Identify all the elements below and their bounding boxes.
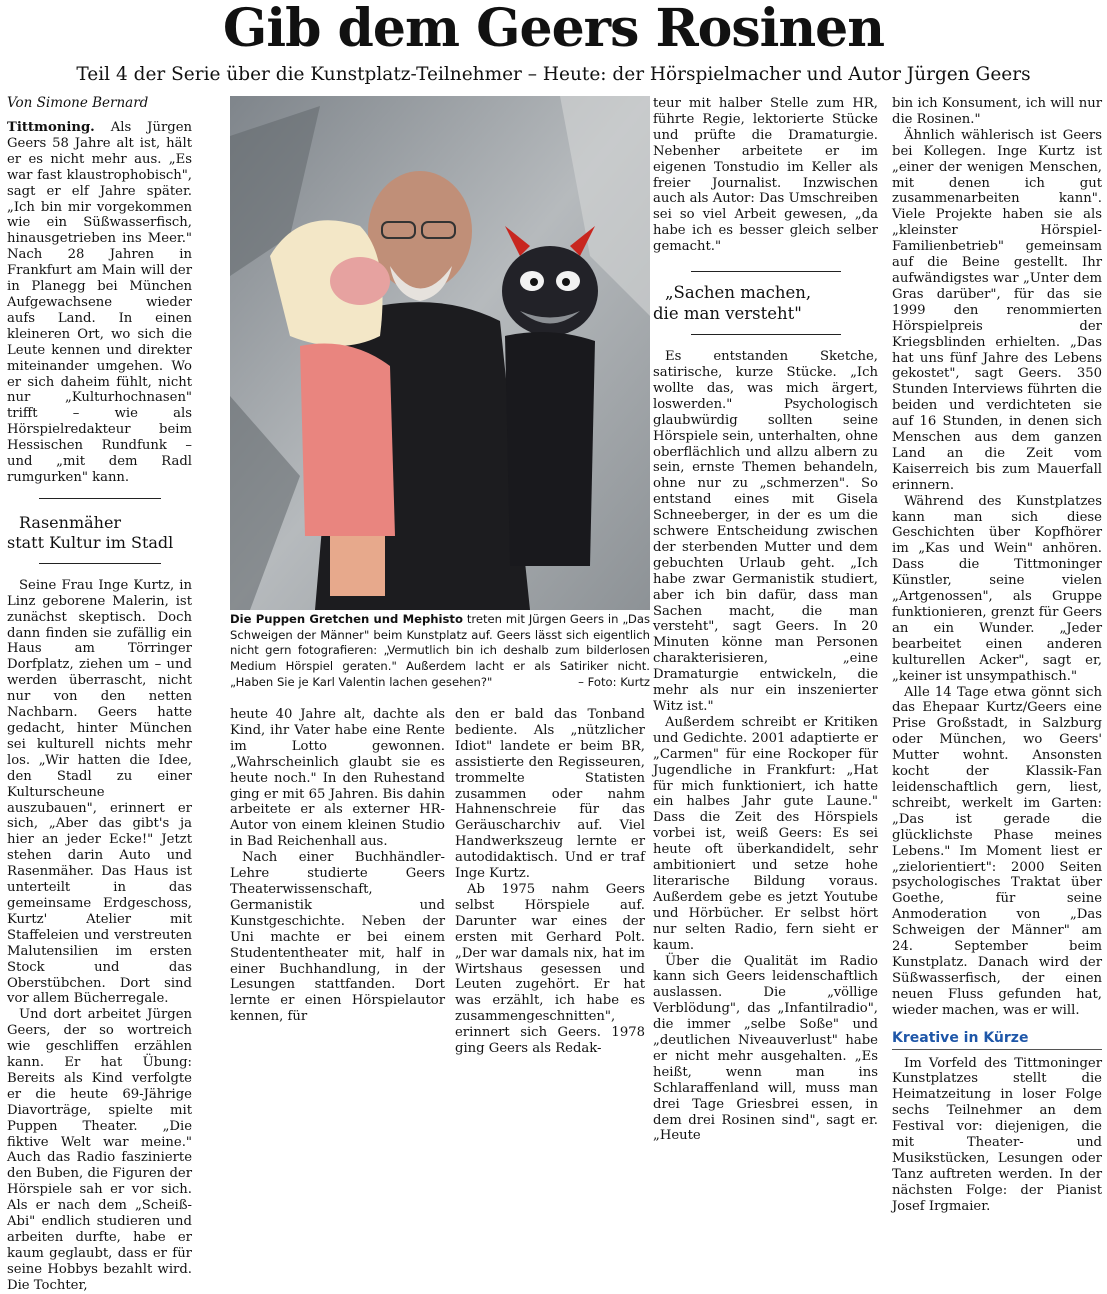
column-5 — [892, 96, 1102, 1215]
article-photo — [230, 96, 650, 610]
paragraph: Außerdem schreibt er Kritiken und Gedichte. 2001 adaptierte er „Carmen" für eine Rockoper für Jugendliche in Frankfurt: „Hat für mich funktioniert, ich hatte ein halbes Jahr gute Laune." Dass die Zeit des Hörspiels vorbei ist, weiß Geers: Es sei heute oft überkandidelt, sehr ambitioniert und setze hohe literarische Bildung voraus. Außerdem gebe es jetzt Youtube und Hörbücher. Er selbst hört nur selten Radio, fern sieht er kaum. — [653, 714, 878, 953]
pull-quote — [653, 282, 878, 324]
paragraph: Seine Frau Inge Kurtz, in Linz geborene Malerin, ist zunächst skeptisch. Doch dann finden sie zufällig ein Haus am Törringer Dorfplatz, ziehen um – und werden überrascht, nicht nur von den netten Nachbarn. Geers hatte gedacht, hinter München sei kulturell nichts mehr los. „Wir hatten die Idee, den Stadl zu einer Kulturscheune auszubauen", erinnert er sich, „Aber das gibt's ja hier an jeder Ecke!" Jetzt stehen darin Auto und Rasenmäher. Das Haus ist unterteilt in das gemeinsame Erdgeschoss, Kurtz' Atelier mit Staffeleien und verstreuten Malutensilien im ersten Stock und das Oberstübchen. Dort sind vor allem Bücherregale. — [7, 577, 192, 1007]
photo-illustration — [230, 96, 650, 610]
paragraph: Und dort arbeitet Jürgen Geers, der so wortreich wie geschliffen erzählen kann. Er hat Übung: Bereits als Kind verfolgte er die heute 69-Jährige Diavorträge, spielte mit Puppen Theater. „Die fiktive Welt war meine." Auch das Radio faszinierte den Buben, die Figuren der Hörspiele sah er vor sich. Als er nach dem „Scheiß-Abi" endlich studieren und arbeiten durfte, habe er kaum geglaubt, dass er für seine Hobbys bezahlt wird. Die Tochter, — [7, 1007, 192, 1293]
paragraph: Über die Qualität im Radio kann sich Geers leidenschaftlich auslassen. Die „völlige Verblödung", das „Infantilradio", die immer „selbe Soße" und „deutlichen Niveauverlust" habe er nicht mehr ausgehalten. „Es heißt, wenn man ins Schlaraffenland will, muss man drei Tage Griesbrei essen, in dem drei Rosinen sind", sagt er. „Heute — [653, 953, 878, 1144]
paragraph-text: Als Jürgen Geers 58 Jahre alt ist, hält er es nicht mehr aus. „Es war fast klaustrophobisch", sagt er elf Jahre später. „Ich bin mir vorgekommen wie ein Süßwasserfisch, hinausgetrieben ins Meer." Nach 28 Jahren in Frankfurt am Main will der in Planegg bei München Aufgewachsene wieder aufs Land. In einen kleineren Ort, wo sich die Leute kennen und direkter miteinander umgehen. Wo er sich daheim fühlt, nicht nur „Kulturhochnasen" trifft – wie als Hörspielredakteur beim Hessischen Rundfunk – und „mit dem Radl rumgurken" kann. — [7, 120, 192, 485]
column-1 — [7, 120, 192, 1294]
paragraph: Nach einer Buchhändler-Lehre studierte Geers Theaterwissenschaft, Germanistik und Kunstgeschichte. Neben der Uni machte er bei einem Studententheater mit, half in einer Buchhandlung, in der Lesungen stattfanden. Dort lernte er einen Hörspielautor kennen, für — [230, 850, 445, 1025]
gretchen-puppet-face — [330, 257, 390, 305]
paragraph — [7, 120, 192, 486]
gretchen-puppet-dress — [300, 344, 395, 537]
paragraph: Während des Kunstplatzes kann man sich diese Geschichten über Kopfhörer im „Kas und Wein" anhören. Dass die Tittmoninger Künstler, seine vielen „Artgenossen", als Gruppe funktionieren, grenzt für Geers an ein Wunder. „Jeder bearbeitet einen anderen kulturellen Acker", sagt er, „keiner ist unsympathisch." — [892, 493, 1102, 684]
column-4 — [653, 96, 878, 1144]
pull-quote-line: die man versteht" — [653, 304, 802, 324]
paragraph: Alle 14 Tage etwa gönnt sich das Ehepaar Kurtz/Geers eine Prise Großstadt, in Salzburg oder München, wo Geers' Mutter wohnt. Ansonsten kocht der Klassik-Fan leidenschaftlich gern, liest, schreibt, werkelt im Garten: „Das ist gerade die glücklichste Phase meines Lebens." Im Moment liest er „zielorientiert": 2000 Seiten psychologisches Traktat über Goethe, für seine Anmoderation von „Das Schweigen der Männer" am 24. September beim Kunstplatz. Danach wird der Süßwasserfisch, der einen neuen Fluss gefunden hat, wieder machen, was er will. — [892, 684, 1102, 1018]
info-box-text: Im Vorfeld des Tittmoninger Kunstplatzes stellt die Heimatzeitung in loser Folge sechs Teilnehmer an dem Festival vor: diejenigen, die mit Theater- und Musikstücken, Lesungen oder Tanz auftreten werden. In der nächsten Folge: der Pianist Josef Irgmaier. — [892, 1055, 1102, 1214]
paragraph: heute 40 Jahre alt, dachte als Kind, ihr Vater habe eine Rente im Lotto gewonnen. „Wahrscheinlich glaubt sie es heute noch." In den Ruhestand ging er mit 65 Jahren. Bis dahin arbeitete er als externer HR-Autor von einem kleinen Studio in Bad Reichenhall aus. — [230, 707, 445, 850]
headline: Gib dem Geers Rosinen — [222, 0, 885, 59]
info-box-title: Kreative in Kürze — [892, 1027, 1102, 1050]
paragraph: Ab 1975 nahm Geers selbst Hörspiele auf. Darunter war eines der ersten mit Gerhard Polt. „Der war damals nix, hat im Wirtshaus gesessen und Leuten zugehört. Er hat was erzählt, ich habe es zusammengeschnitten", erinnert sich Geers. 1978 ging Geers als Redak- — [455, 881, 645, 1057]
paragraph: Ähnlich wählerisch ist Geers bei Kollegen. Inge Kurtz ist „einer der wenigen Menschen, mit denen ich gut zusammenarbeiten kann". Viele Projekte haben sie als „kleinster Hörspiel-Familienbetrieb" gemeinsam auf die Beine gestellt. Ihr aufwändigstes war „Unter dem Gras darüber", für das sie 1999 den renommierten Hörspielpreis der Kriegsblinden erhielten. „Das hat uns fünf Jahre des Lebens gekostet", sagt Geers. 350 Stunden Interviews führten die beiden und verdichteten sie auf 16 Stunden, in denen sich Menschen aus dem ganzen Land an die Zeit vom Kaiserreich bis zum Mauerfall erinnern. — [892, 127, 1102, 493]
photo-caption — [230, 612, 650, 691]
column-2 — [230, 707, 445, 1025]
intermediate-heading-line: Rasenmäher — [19, 512, 122, 532]
photo-credit: – Foto: Kurtz — [578, 674, 650, 689]
column-3 — [455, 707, 645, 1057]
paragraph: teur mit halber Stelle zum HR, führte Regie, lektorierte Stücke und prüfte die Dramaturgie. Nebenher arbeitete er im eigenen Tonstudio im Keller als freier Journalist. Inzwischen auch als Autor: Das Umschreiben sei so viel Arbeit gewesen, „da habe ich es besser gleich selber gemacht." — [653, 96, 878, 255]
caption-lead: Die Puppen Gretchen und Mephisto — [230, 612, 463, 626]
intermediate-heading-line: statt Kultur im Stadl — [7, 532, 174, 552]
paragraph: den er bald das Tonband bediente. Als „nützlicher Idiot" landete er beim BR, assistierte den Regisseuren, trommelte Statisten zusammen oder nahm Hahnenschreie für das Geräuscharchiv auf. Viel Handwerkszeug lernte er autodidaktisch. Und er traf Inge Kurtz. — [455, 707, 645, 882]
subheadline: Teil 4 der Serie über die Kunstplatz-Teilnehmer – Heute: der Hörspielmacher und Autor Jürgen Geers — [76, 64, 1031, 85]
author-byline: Von Simone Bernard — [7, 95, 149, 111]
dateline: Tittmoning. — [7, 120, 95, 135]
caption-text: treten mit Jürgen Geers in „Das Schweigen der Männer" beim Kunstplatz auf. Geers lässt sich eigentlich nicht gern fotografieren: „Vermutlich bin ich deshalb zum bilderlosen Medium Hörspiel geraten." Außerdem lacht er als Satiriker nicht. „Haben Sie je Karl Valentin lachen gesehen?" — [230, 612, 650, 689]
paragraph: Es entstanden Sketche, satirische, kurze Stücke. „Ich wollte das, was mich ärgert, loswerden." Psychologisch glaubwürdig sollten seine Hörspiele sein, unterhalten, ohne oberflächlich und allzu albern zu sein, ernste Themen behandeln, ohne nur zu „schmerzen". So entstand eines mit Gisela Schneeberger, in der es um die schwere Entscheidung zwischen der sterbenden Mutter und dem gebuchten Urlaub geht. „Ich habe zwar Germanistik studiert, aber ich bin dafür, dass man Sachen macht, die man versteht", sagt Geers. In 20 Minuten könne man Personen charakterisieren, „eine Dramaturgie entwickeln, die mehr als nur ein inszenierter Witz ist." — [653, 349, 878, 714]
mephisto-puppet-body — [505, 332, 595, 566]
paragraph: bin ich Konsument, ich will nur die Rosinen." — [892, 96, 1102, 127]
intermediate-heading — [7, 513, 192, 553]
pull-quote-line: „Sachen machen, — [665, 283, 812, 303]
